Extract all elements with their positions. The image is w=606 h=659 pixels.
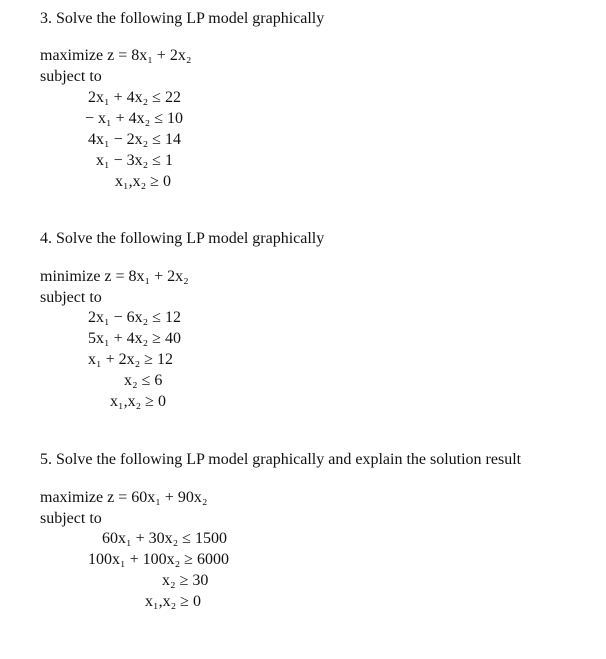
problem-5-constraint-4: x₁,x₂ ≥ 0 bbox=[145, 593, 201, 610]
problem-4-constraint-2: 5x₁ + 4x₂ ≥ 40 bbox=[88, 330, 181, 347]
problem-5-constraint-3: x₂ ≥ 30 bbox=[162, 572, 209, 589]
problem-3-heading: 3. Solve the following LP model graphically bbox=[40, 10, 325, 27]
problem-5-heading: 5. Solve the following LP model graphically and explain the solution result bbox=[40, 451, 522, 468]
problem-4-constraint-3: x₁ + 2x₂ ≥ 12 bbox=[88, 351, 173, 368]
problem-4-heading: 4. Solve the following LP model graphically bbox=[40, 230, 325, 247]
problem-3-constraint-3: 4x₁ − 2x₂ ≤ 14 bbox=[88, 131, 181, 148]
problem-3-objective: maximize z = 8x₁ + 2x₂ bbox=[40, 47, 192, 64]
problem-5-objective: maximize z = 60x₁ + 90x₂ bbox=[40, 489, 208, 506]
problem-4-constraint-5: x₁,x₂ ≥ 0 bbox=[110, 393, 166, 410]
problem-5-constraint-1: 60x₁ + 30x₂ ≤ 1500 bbox=[102, 530, 227, 547]
problem-5-subject-to: subject to bbox=[40, 510, 102, 527]
problem-4-constraint-4: x₂ ≤ 6 bbox=[124, 372, 163, 389]
problem-3-constraint-2: − x₁ + 4x₂ ≤ 10 bbox=[85, 110, 183, 127]
problem-4-objective: minimize z = 8x₁ + 2x₂ bbox=[40, 268, 189, 285]
problem-3-constraint-5: x₁,x₂ ≥ 0 bbox=[115, 173, 171, 190]
problem-3-constraint-4: x₁ − 3x₂ ≤ 1 bbox=[96, 152, 173, 169]
problem-3-constraint-1: 2x₁ + 4x₂ ≤ 22 bbox=[88, 89, 181, 106]
problem-5-constraint-2: 100x₁ + 100x₂ ≥ 6000 bbox=[88, 551, 229, 568]
problem-4-subject-to: subject to bbox=[40, 289, 102, 306]
problem-3-subject-to: subject to bbox=[40, 68, 102, 85]
problem-4-constraint-1: 2x₁ − 6x₂ ≤ 12 bbox=[88, 309, 181, 326]
